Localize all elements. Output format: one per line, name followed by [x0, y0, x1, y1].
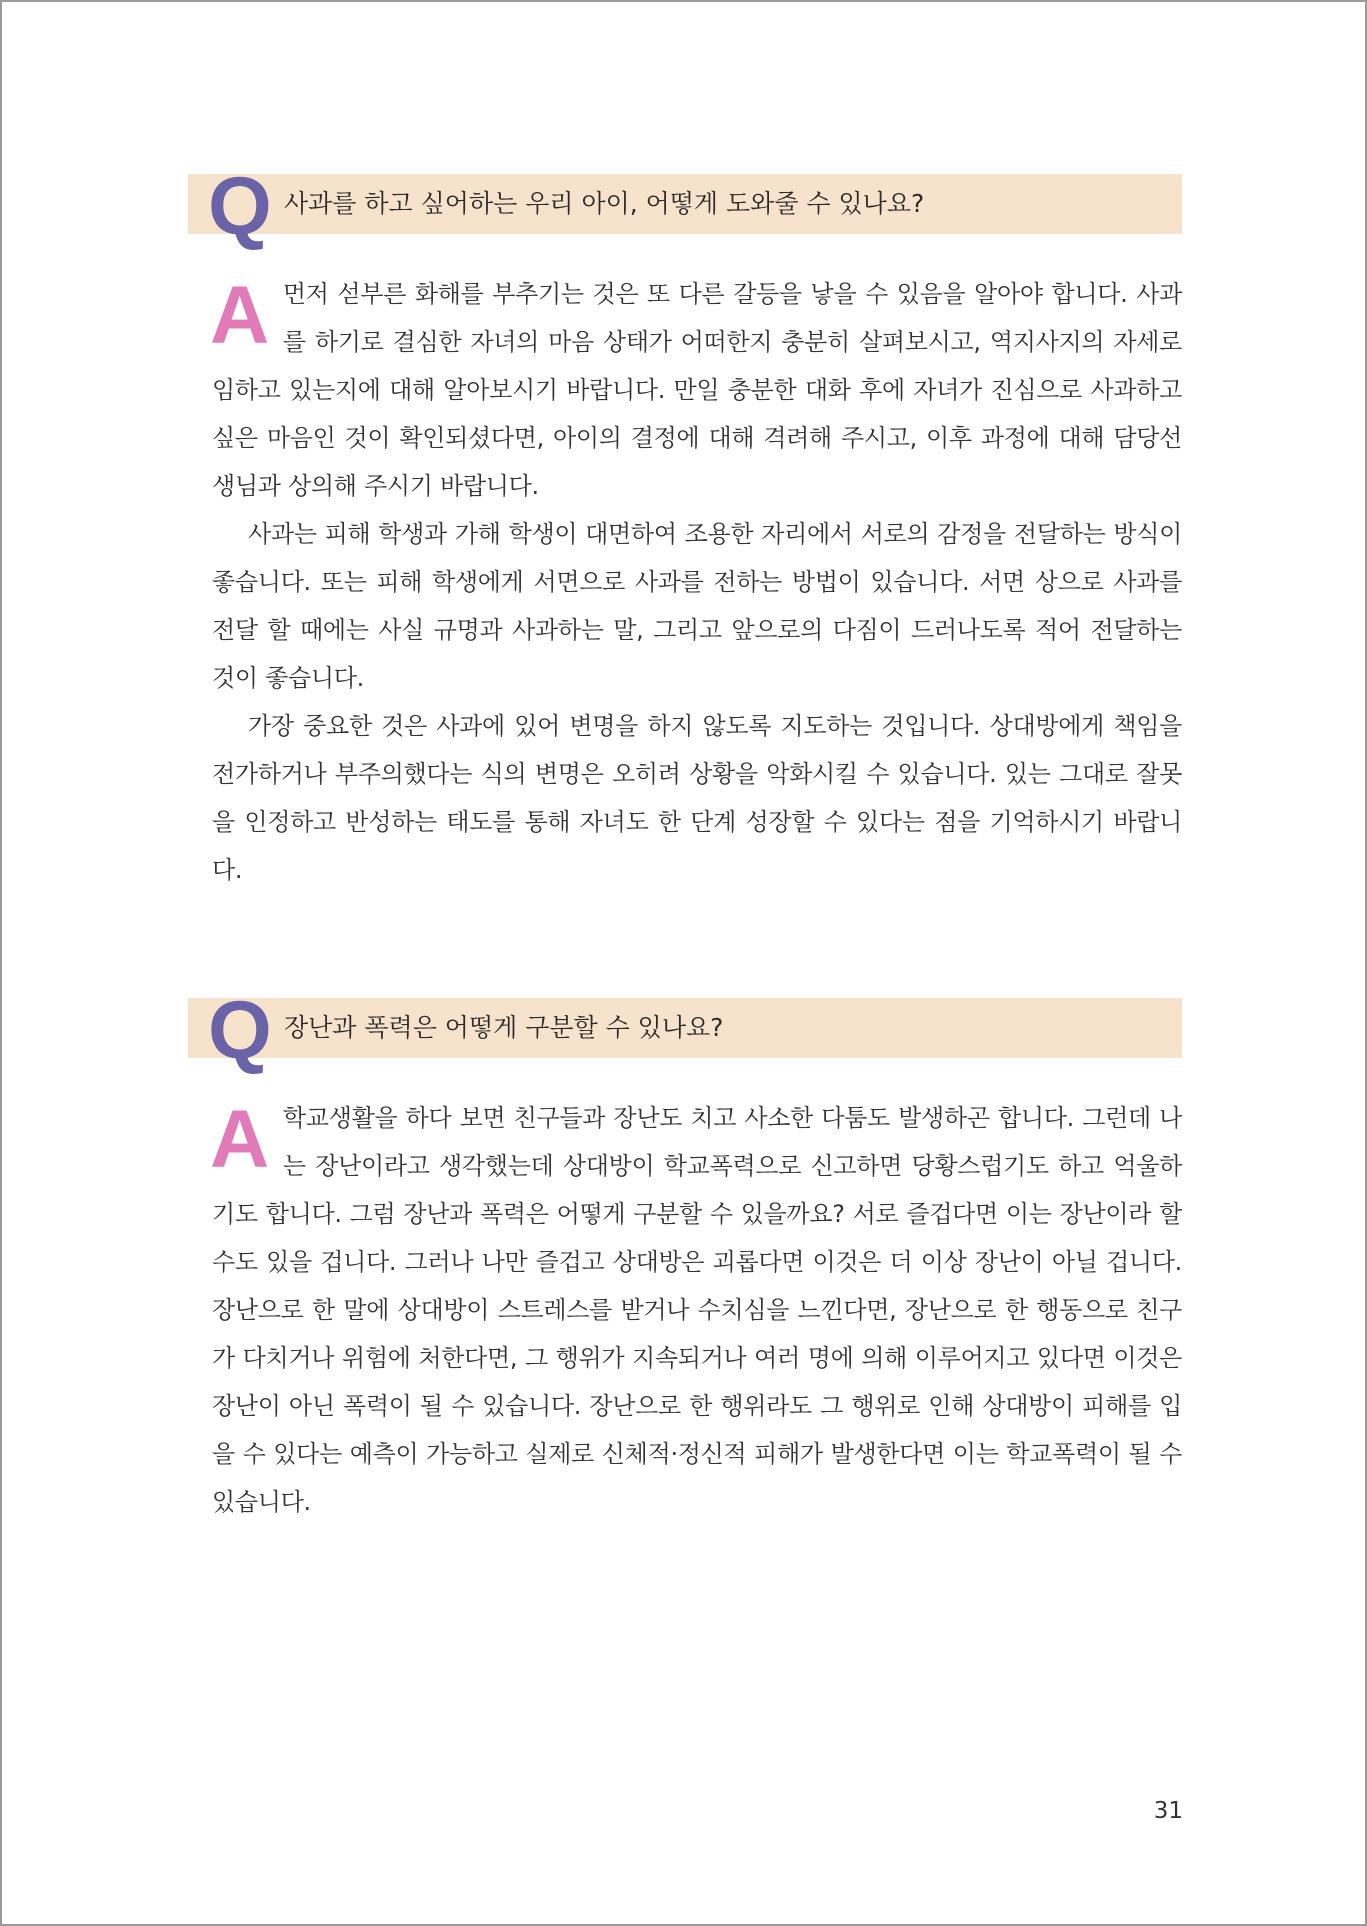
page-number: 31 — [1153, 1798, 1183, 1824]
answer-letter: A — [210, 270, 269, 361]
answer-letter: A — [210, 1094, 269, 1185]
qa-section-prank-vs-violence — [188, 985, 1182, 1526]
question-bar — [188, 985, 1182, 1076]
answer-paragraph: 먼저 섣부른 화해를 부추기는 것은 또 다른 갈등을 낳을 수 있음을 알아야 합니다. 사과를 하기로 결심한 자녀의 마음 상태가 어떠한지 충분히 살펴보시고, 역지사지의 자세로 임하고 있는지에 대해 알아보시기 바랍니다. 만일 충분한 대화 후에 자녀가 진심으로 사과하고 싶은 마음인 것이 확인되셨다면, 아이의 결정에 대해 격려해 주시고, 이후 과정에 대해 담당선생님과 상의해 주시기 바랍니다. — [212, 280, 1182, 500]
question-text: 장난과 폭력은 어떻게 구분할 수 있나요? — [284, 1013, 724, 1042]
question-letter: Q — [208, 985, 272, 1076]
answer-paragraph: 학교생활을 하다 보면 친구들과 장난도 치고 사소한 다툼도 발생하곤 합니다. 그런데 나는 장난이라고 생각했는데 상대방이 학교폭력으로 신고하면 당황스럽기도 하고 억울하기도 합니다. 그럼 장난과 폭력은 어떻게 구분할 수 있을까요? 서로 즐겁다면 이는 장난이라 할 수도 있을 겁니다. 그러나 나만 즐겁고 상대방은 괴롭다면 이것은 더 이상 장난이 아닐 겁니다. 장난으로 한 말에 상대방이 스트레스를 받거나 수치심을 느낀다면, 장난으로 한 행동으로 친구가 다치거나 위험에 처한다면, 그 행위가 지속되거나 여러 명에 의해 이루어지고 있다면 이것은 장난이 아닌 폭력이 될 수 있습니다. 장난으로 한 행위라도 그 행위로 인해 상대방이 피해를 입을 수 있다는 예측이 가능하고 실제로 신체적·정신적 피해가 발생한다면 이는 학교폭력이 될 수 있습니다. — [212, 1104, 1182, 1516]
answer-paragraph: 가장 중요한 것은 사과에 있어 변명을 하지 않도록 지도하는 것입니다. 상대방에게 책임을 전가하거나 부주의했다는 식의 변명은 오히려 상황을 악화시킬 수 있습니다. 있는 그대로 잘못을 인정하고 반성하는 태도를 통해 자녀도 한 단계 성장할 수 있다는 점을 기억하시기 바랍니다. — [212, 712, 1182, 884]
question-bar — [188, 161, 1182, 252]
qa-section-apology — [188, 161, 1182, 894]
answer-body — [188, 270, 1182, 894]
answer-body — [188, 1094, 1182, 1526]
answer-paragraph: 사과는 피해 학생과 가해 학생이 대면하여 조용한 자리에서 서로의 감정을 전달하는 방식이 좋습니다. 또는 피해 학생에게 서면으로 사과를 전하는 방법이 있습니다. 서면 상으로 사과를 전달 할 때에는 사실 규명과 사과하는 말, 그리고 앞으로의 다짐이 드러나도록 적어 전달하는 것이 좋습니다. — [212, 520, 1182, 692]
question-letter: Q — [208, 161, 272, 252]
question-text: 사과를 하고 싶어하는 우리 아이, 어떻게 도와줄 수 있나요? — [284, 189, 925, 218]
